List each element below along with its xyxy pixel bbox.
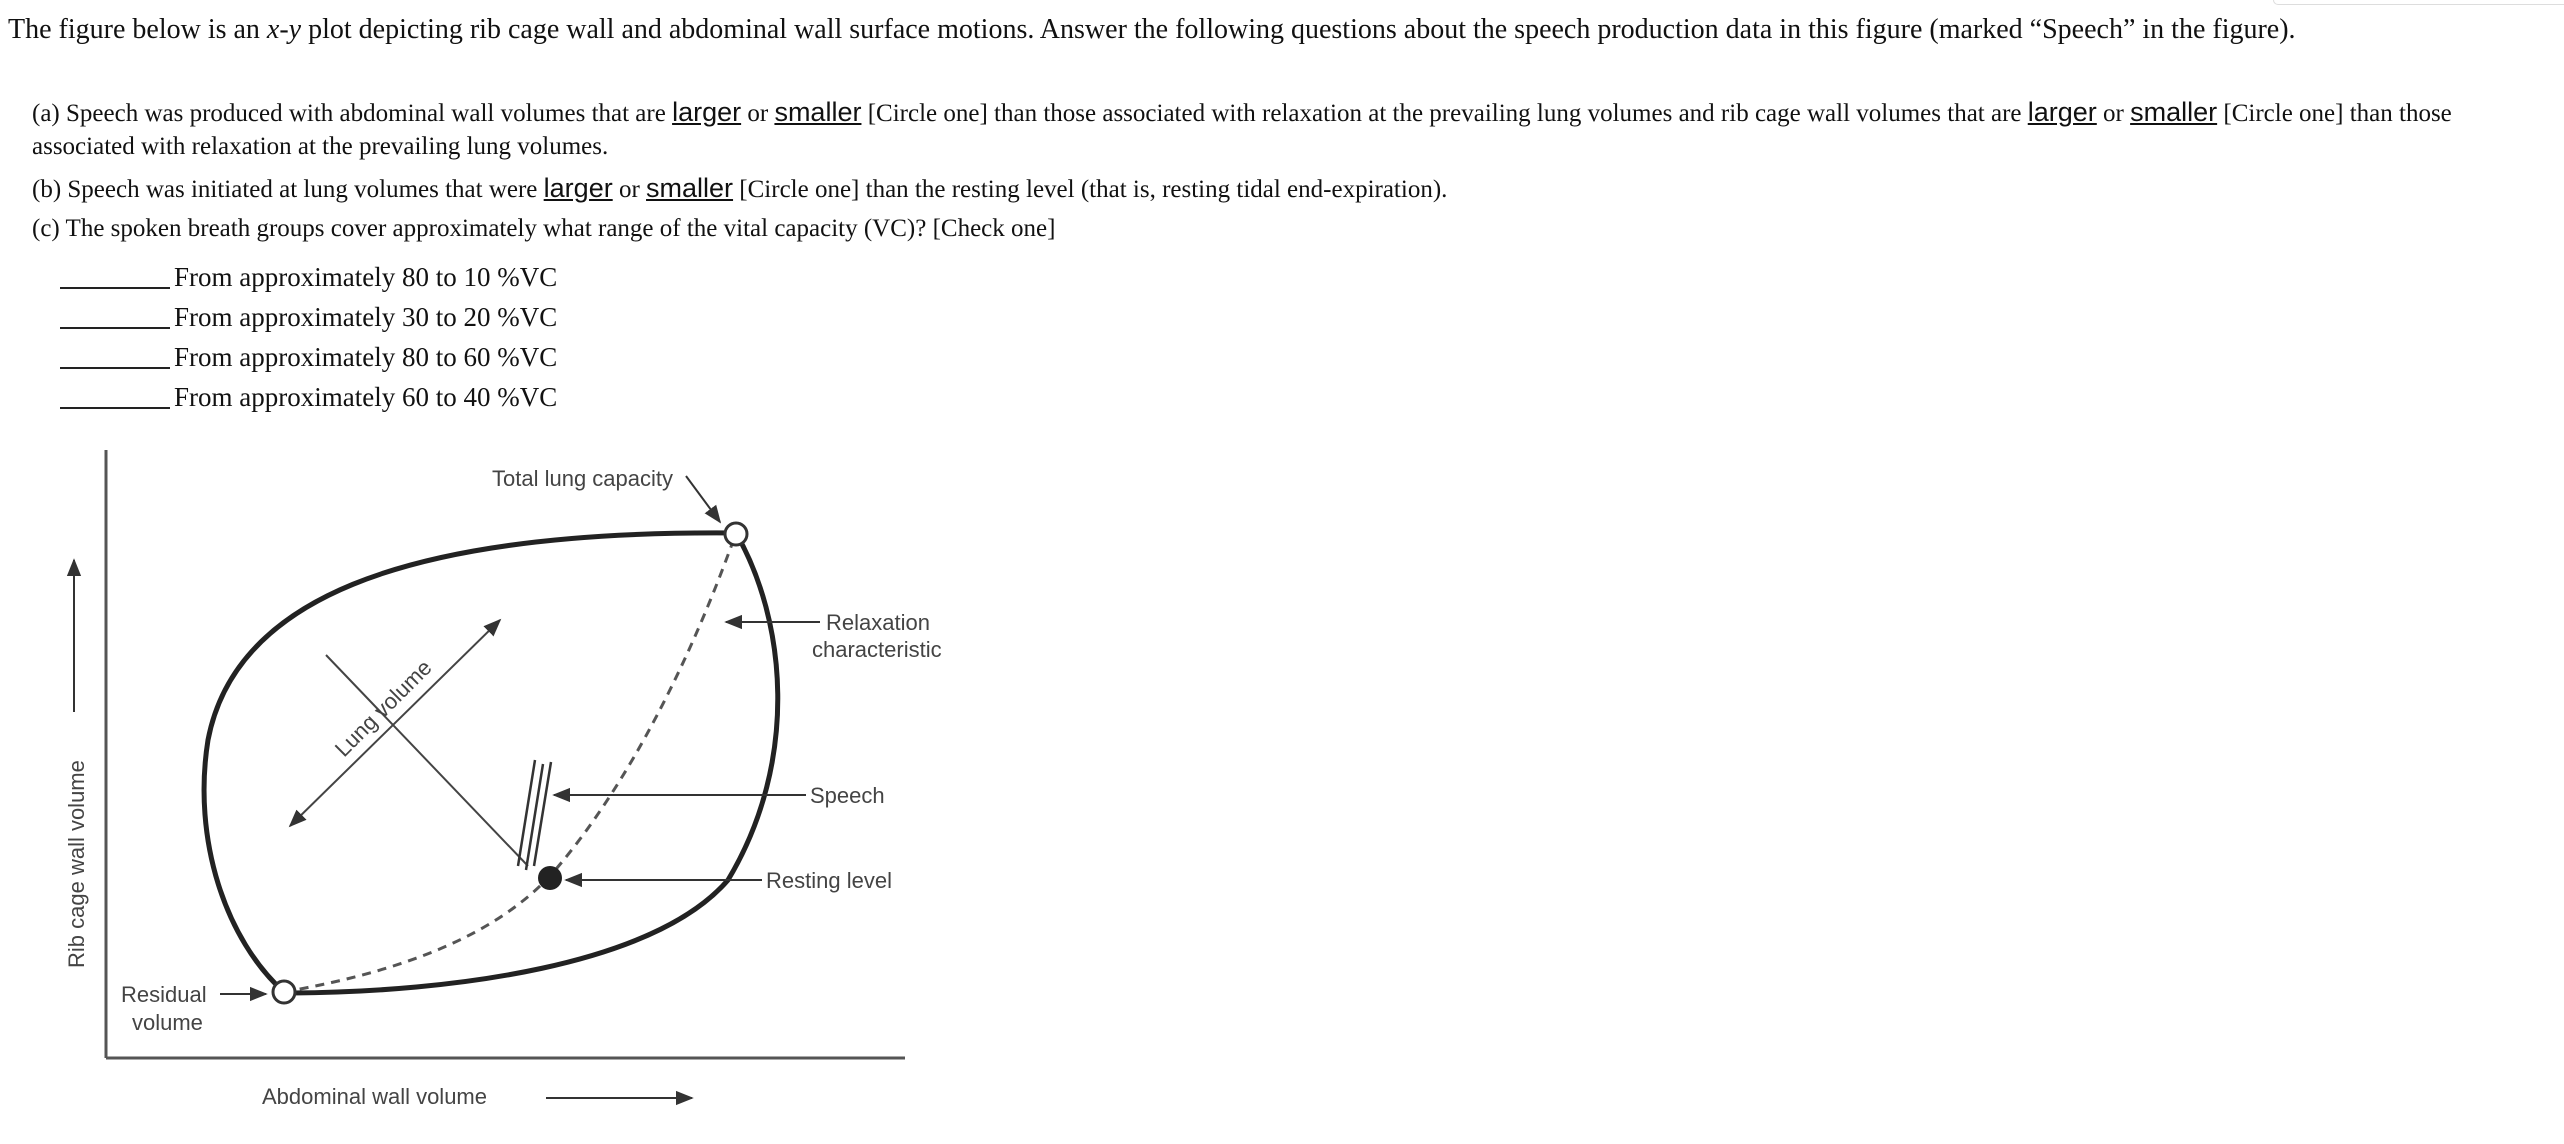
qb-larger-choice[interactable]: larger <box>543 173 613 203</box>
total-lung-capacity-arrow <box>686 476 720 522</box>
residual-volume-point <box>273 981 295 1003</box>
question-a <box>32 96 2532 163</box>
qb-text-1: (b) Speech was initiated at lung volumes that were <box>32 176 544 203</box>
qa-smaller-choice-1[interactable]: smaller <box>774 97 862 127</box>
option-label: From approximately 30 to 20 %VC <box>174 302 558 332</box>
answer-blank[interactable] <box>60 287 170 289</box>
qa-text-3: [Circle one] than those associated with relaxation at the prevailing lung volumes. <box>32 100 2452 160</box>
option-1[interactable] <box>60 258 557 296</box>
relaxation-label-line2: characteristic <box>812 637 942 662</box>
qa-larger-choice-1[interactable]: larger <box>672 97 742 127</box>
boundary-curve-upper <box>204 533 736 992</box>
speech-label: Speech <box>810 783 885 808</box>
answer-blank[interactable] <box>60 367 170 369</box>
residual-label-line2: volume <box>132 1010 203 1035</box>
option-4[interactable] <box>60 378 557 416</box>
residual-label-line1: Residual <box>121 982 207 1007</box>
lung-volume-label: Lung volume <box>329 654 437 762</box>
qa-or-2: or <box>2096 100 2131 127</box>
intro-text-1: The figure below is an <box>8 14 267 45</box>
question-b <box>32 172 2532 206</box>
relaxation-label-line1: Relaxation <box>826 610 930 635</box>
lung-volume-arrow <box>290 620 500 826</box>
qa-text-1: (a) Speech was produced with abdominal wall volumes that are <box>32 100 673 127</box>
intro-xy: x-y <box>266 14 302 45</box>
speech-mark-1 <box>518 760 535 866</box>
intro-paragraph <box>8 8 2528 52</box>
x-axis-label: Abdominal wall volume <box>262 1084 487 1109</box>
qc-text: (c) The spoken breath groups cover approximately what range of the vital capacity (VC)? [Check one] <box>32 215 1056 242</box>
total-lung-capacity-label: Total lung capacity <box>492 466 673 491</box>
answer-blank[interactable] <box>60 407 170 409</box>
qb-or: or <box>612 176 647 203</box>
total-lung-capacity-point <box>725 523 747 545</box>
option-label: From approximately 60 to 40 %VC <box>174 382 558 412</box>
speech-mark-2 <box>526 764 543 870</box>
qb-smaller-choice[interactable]: smaller <box>646 173 734 203</box>
qa-text-2: [Circle one] than those associated with relaxation at the prevailing lung volumes and rib cage wall volumes that are <box>861 100 2028 127</box>
answer-blank[interactable] <box>60 327 170 329</box>
top-right-panel-edge <box>2273 0 2564 5</box>
y-axis-label: Rib cage wall volume <box>64 760 89 968</box>
qb-text-2: [Circle one] than the resting level (that is, resting tidal end-expiration). <box>733 176 1448 203</box>
option-label: From approximately 80 to 10 %VC <box>174 262 558 292</box>
qa-smaller-choice-2[interactable]: smaller <box>2130 97 2218 127</box>
resting-level-point <box>538 866 562 890</box>
qa-or-1: or <box>741 100 775 127</box>
qa-larger-choice-2[interactable]: larger <box>2027 97 2097 127</box>
option-2[interactable] <box>60 298 557 336</box>
resting-level-label: Resting level <box>766 868 892 893</box>
option-label: From approximately 80 to 60 %VC <box>174 342 558 372</box>
konno-mead-figure <box>0 440 1000 1120</box>
question-c <box>32 212 2532 245</box>
intro-text-2: plot depicting rib cage wall and abdominal wall surface motions. Answer the following questions about the speech production data in this figure (marked “Speech” in the figure). <box>301 14 2296 45</box>
option-3[interactable] <box>60 338 557 376</box>
speech-mark-3 <box>534 762 551 866</box>
